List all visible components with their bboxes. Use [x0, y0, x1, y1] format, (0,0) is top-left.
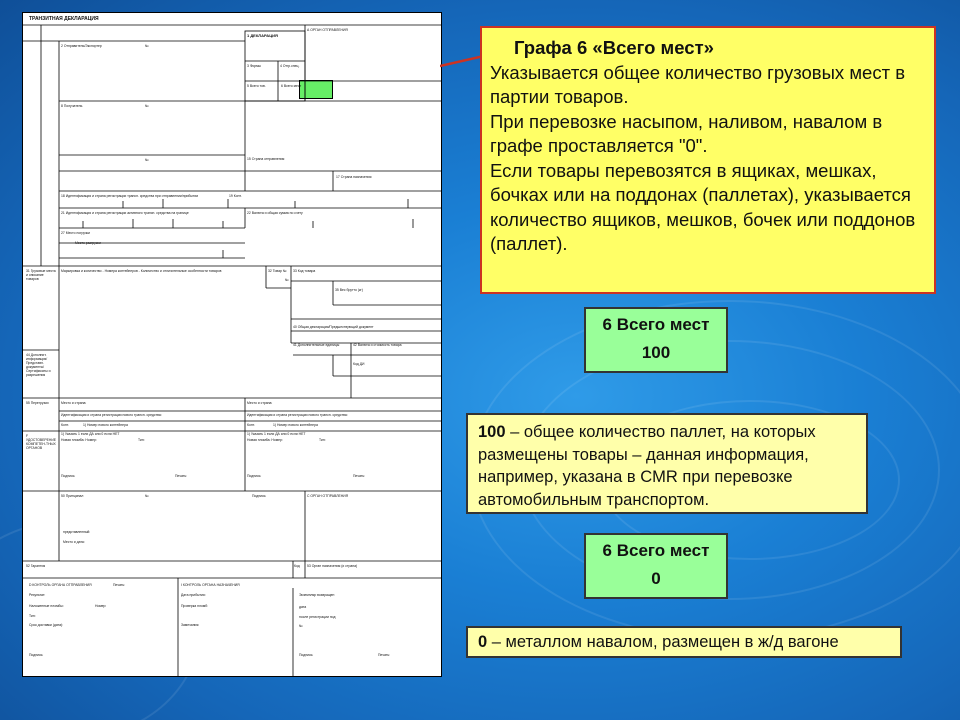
- form-label: 35 Вес брутто (кг): [335, 288, 363, 292]
- example-box-0: [584, 533, 728, 599]
- form-label: 1 ДЕКЛАРАЦИЯ: [247, 33, 278, 38]
- note-text: – общее количество паллет, на которых размещены товары – данная информация, например, указана в CMR при перевозке автомобильным транспортом.: [478, 423, 816, 509]
- form-label: Код: [294, 564, 300, 568]
- form-label: 40 Общая декларация/Предшествующий документ: [293, 325, 374, 329]
- example-label: 6 Всего мест: [602, 541, 710, 560]
- form-label: Подпись:: [61, 474, 76, 478]
- note-box-0: [466, 626, 902, 658]
- form-label: после регистрации под: [299, 615, 336, 619]
- form-label: Номер:: [95, 604, 107, 608]
- example-label: 6 Всего мест: [602, 315, 710, 334]
- example-value: 100: [641, 343, 671, 362]
- form-label: 5 Всего тов.: [247, 84, 266, 88]
- form-label: Новая пломба: Номер:: [61, 438, 97, 442]
- form-label: 52 Гарантия: [26, 564, 46, 568]
- form-label: №: [145, 494, 149, 498]
- form-label: Конт.: [61, 423, 69, 427]
- form-label: №: [285, 278, 289, 282]
- note-bold-value: 0: [478, 633, 488, 651]
- callout-line: Если товары перевозятся в ящиках, мешках, бочках или на поддонах (паллетах), указывается количество ящиков, мешков, бочек или поддонов (паллет).: [490, 159, 916, 254]
- form-label: Тип:: [138, 438, 145, 442]
- form-label: 17 Страна назначения: [336, 175, 372, 179]
- form-label: 32 Товар №: [268, 269, 287, 273]
- form-label: Тип:: [29, 614, 36, 618]
- form-label: №: [145, 44, 149, 48]
- form-label: Срок доставки (дата):: [29, 623, 64, 627]
- form-label: 1) Номер нового контейнера: [83, 423, 128, 427]
- form-label: Наложенные пломбы:: [29, 604, 64, 608]
- form-label: 33 Код товара: [293, 269, 316, 273]
- form-label: Место и дата:: [63, 540, 85, 544]
- form-label: Результат:: [29, 593, 46, 597]
- form-label: Идентификация и страна регистрации нового трансп. средства:: [247, 413, 348, 417]
- transit-declaration-form: [22, 12, 442, 677]
- form-label: 55 Перегрузки: [26, 401, 49, 405]
- callout-heading: Графа 6 «Всего мест»: [514, 37, 714, 58]
- form-label: Подпись:: [29, 653, 44, 657]
- form-label: №: [145, 158, 149, 162]
- form-label: 3 Формы: [247, 64, 261, 68]
- form-label: Код ДИ: [353, 362, 365, 366]
- form-label: №: [299, 624, 303, 628]
- form-label: 4 Отгр.спец.: [280, 64, 300, 68]
- form-label: Дата прибытия:: [181, 593, 206, 597]
- form-label: Подпись:: [299, 653, 314, 657]
- form-label: 31 Грузовые места и описание товаров: [26, 269, 56, 281]
- form-label: Маркировка и количество - Номера контейнеров - Количество и отличительные особенности товаров: [61, 269, 222, 273]
- form-label: Новая пломба: Номер:: [247, 438, 283, 442]
- callout-line: Указывается общее количество грузовых мест в партии товаров.: [490, 61, 906, 107]
- form-label: представленный:: [63, 530, 91, 534]
- form-label: Экземпляр возвращен: [299, 593, 335, 597]
- form-label: Печать:: [175, 474, 188, 478]
- example-value: 0: [651, 569, 661, 588]
- form-label: 21 Идентификация и страна регистрации активного трансп. средства на границе: [61, 211, 189, 215]
- form-label: 22 Валюта и общая сумма по счету: [247, 211, 303, 215]
- form-label: Подпись:: [247, 474, 262, 478]
- form-label: дата: [299, 605, 307, 609]
- form-label: Место и страна:: [61, 401, 87, 405]
- form-title: ТРАНЗИТНАЯ ДЕКЛАРАЦИЯ: [29, 16, 99, 22]
- form-label: Подпись:: [252, 494, 267, 498]
- form-label: Тип:: [319, 438, 326, 442]
- form-label: Место разгрузки: [75, 241, 101, 245]
- form-label: Печать:: [378, 653, 391, 657]
- form-label: 2 Отправитель/Экспортер: [61, 44, 102, 48]
- form-label: 8 Получатель: [61, 104, 83, 108]
- form-label: 27 Место погрузки: [61, 231, 90, 235]
- form-label: А ОРГАН ОТПРАВЛЕНИЯ: [307, 28, 348, 32]
- callout-pointer: [440, 54, 484, 68]
- form-label: 1) Номер нового контейнера: [273, 423, 318, 427]
- form-label-total-places: 6 Всего мест: [281, 84, 302, 88]
- form-label: 50 Принципал: [61, 494, 84, 498]
- note-text: – металлом навалом, размещен в ж/д вагоне: [487, 633, 839, 651]
- form-label: Проверка пломб:: [181, 604, 209, 608]
- form-label: 41 Дополнительные единицы: [293, 343, 340, 347]
- form-label: 19 Конт.: [229, 194, 242, 198]
- form-label: Печать:: [113, 583, 126, 587]
- explanation-callout: [480, 26, 936, 294]
- form-label: №: [145, 104, 149, 108]
- form-label: 42 Валюта и стоимость товара: [353, 343, 402, 347]
- form-label: I КОНТРОЛЬ ОРГАНА НАЗНАЧЕНИЯ: [181, 583, 240, 587]
- form-label: 44 Дополнит. информация/ Представл. документы/ Сертификаты и разрешения: [26, 353, 51, 377]
- form-label: 18 Идентификация и страна регистрации трансп. средства при отправлении/прибытии: [61, 194, 199, 198]
- form-label: Конт.: [247, 423, 255, 427]
- form-label: Идентификация и страна регистрации нового трансп. средства:: [61, 413, 162, 417]
- form-label: D КОНТРОЛЬ ОРГАНА ОТПРАВЛЕНИЯ: [29, 583, 92, 587]
- form-label: F УДОСТОВЕРЕНИЕ КОМПЕТЕН-ТНЫХ ОРГАНОВ: [26, 434, 57, 450]
- form-label: 1) Указать 1 если ДА или 0 если НЕТ: [61, 432, 120, 436]
- example-box-100: [584, 307, 728, 373]
- form-label: 1) Указать 1 если ДА или 0 если НЕТ: [247, 432, 306, 436]
- form-label: Печать:: [353, 474, 366, 478]
- form-label: 53 Орган назначения (и страна): [307, 564, 358, 568]
- callout-line: При перевозке насыпом, наливом, навалом в графе проставляется "0".: [490, 110, 883, 156]
- note-bold-value: 100: [478, 423, 506, 441]
- form-label: С ОРГАН ОТПРАВЛЕНИЯ: [307, 494, 349, 498]
- form-label: 15 Страна отправления: [247, 157, 285, 161]
- form-label: Место и страна:: [247, 401, 273, 405]
- form-label: Замечания:: [181, 623, 200, 627]
- note-box-100: [466, 413, 868, 514]
